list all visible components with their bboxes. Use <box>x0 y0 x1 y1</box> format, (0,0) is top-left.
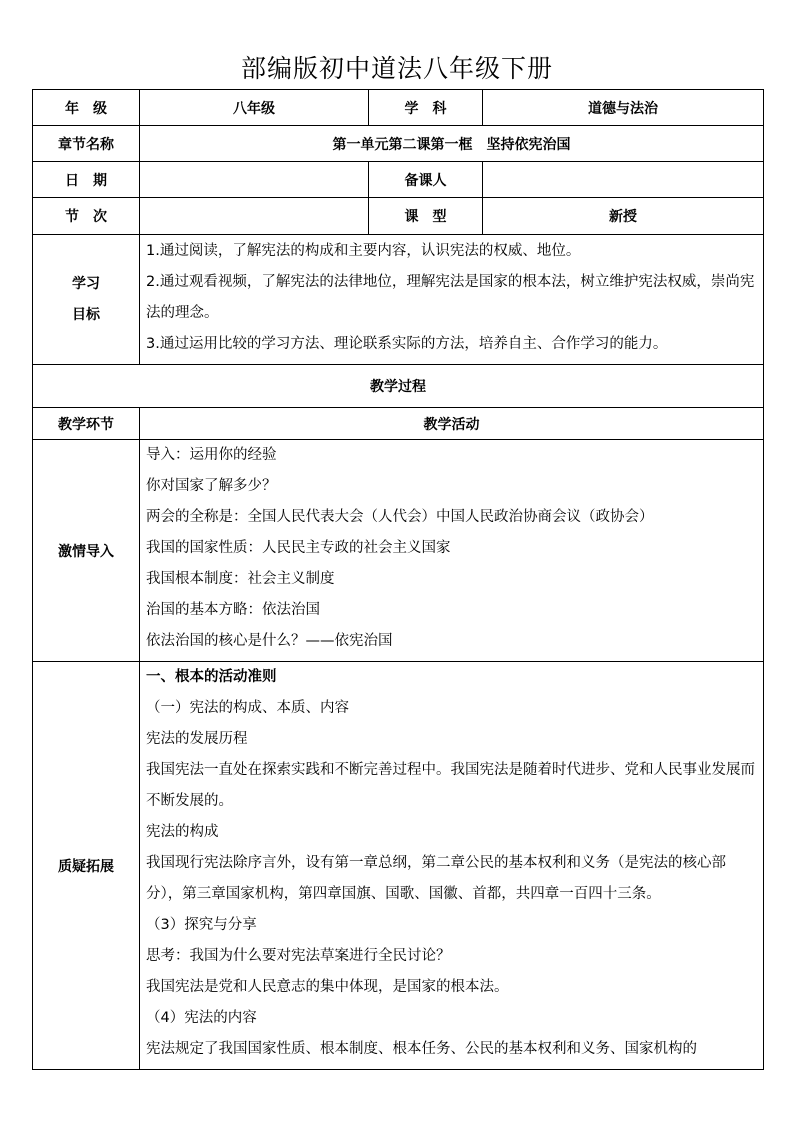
activity-line: 宪法规定了我国国家性质、根本制度、根本任务、公民的基本权利和义务、国家机构的 <box>146 1041 697 1057</box>
activity-column-header: 教学活动 <box>140 408 764 440</box>
date-value <box>140 162 369 198</box>
activity-line: 两会的全称是：全国人民代表大会（人代会）中国人民政治协商会议（政协会） <box>146 509 654 525</box>
activity-line: 我国的国家性质：人民民主专政的社会主义国家 <box>146 540 451 556</box>
goals-label-line1: 学习 <box>72 275 100 292</box>
goals-label <box>33 235 140 365</box>
preparer-value <box>483 162 764 198</box>
activity-line: （3）探究与分享 <box>146 917 257 933</box>
preparer-label: 备课人 <box>369 162 483 198</box>
subject-label: 学 科 <box>369 90 483 126</box>
stage-column-header: 教学环节 <box>33 408 140 440</box>
goals-label-line2: 目标 <box>72 306 100 323</box>
goal-item: 2.通过观看视频，了解宪法的法律地位，理解宪法是国家的根本法，树立维护宪法权威，崇尚宪法的理念。 <box>146 274 755 321</box>
date-label: 日 期 <box>33 162 140 198</box>
activity-line: 思考：我国为什么要对宪法草案进行全民讨论？ <box>146 948 451 964</box>
lesson-plan-table <box>32 89 764 1070</box>
stage-inquiry-row <box>33 662 764 1070</box>
activity-line: 我国根本制度：社会主义制度 <box>146 571 335 587</box>
activity-line: 依法治国的核心是什么？——依宪治国 <box>146 633 393 649</box>
goals-row <box>33 235 764 365</box>
period-label: 节 次 <box>33 198 140 235</box>
page-title: 部编版初中道法八年级下册 <box>240 54 553 83</box>
section-heading: 一、根本的活动准则 <box>146 669 277 685</box>
activity-line: 治国的基本方略：依法治国 <box>146 602 320 618</box>
grade-row <box>33 90 764 126</box>
process-heading: 教学过程 <box>33 365 764 408</box>
goals-content <box>140 235 764 365</box>
goal-item: 3.通过运用比较的学习方法、理论联系实际的方法，培养自主、合作学习的能力。 <box>146 336 668 352</box>
type-value: 新授 <box>483 198 764 235</box>
activity-line: 宪法的构成 <box>146 824 219 840</box>
stage-intro-row <box>33 440 764 662</box>
type-label: 课 型 <box>369 198 483 235</box>
activity-line: （4）宪法的内容 <box>146 1010 257 1026</box>
chapter-label: 章节名称 <box>33 126 140 162</box>
goal-item: 1.通过阅读，了解宪法的构成和主要内容，认识宪法的权威、地位。 <box>146 243 581 259</box>
stage-intro-label: 激情导入 <box>33 440 140 662</box>
activity-line: 我国宪法是党和人民意志的集中体现，是国家的根本法。 <box>146 979 509 995</box>
activity-line: 宪法的发展历程 <box>146 731 248 747</box>
activity-line: 你对国家了解多少？ <box>146 478 277 494</box>
process-columns-row <box>33 408 764 440</box>
period-value <box>140 198 369 235</box>
stage-inquiry-label: 质疑拓展 <box>33 662 140 1070</box>
activity-line: 导入：运用你的经验 <box>146 447 277 463</box>
chapter-row <box>33 126 764 162</box>
period-row <box>33 198 764 235</box>
stage-intro-content <box>140 440 764 662</box>
activity-line: （一）宪法的构成、本质、内容 <box>146 700 349 716</box>
activity-line: 我国宪法一直处在探索实践和不断完善过程中。我国宪法是随着时代进步、党和人民事业发展而不断发展的。 <box>146 762 755 809</box>
chapter-value: 第一单元第二课第一框 坚持依宪治国 <box>140 126 764 162</box>
stage-inquiry-content <box>140 662 764 1070</box>
grade-value: 八年级 <box>140 90 369 126</box>
date-row <box>33 162 764 198</box>
grade-label: 年 级 <box>33 90 140 126</box>
process-heading-row <box>33 365 764 408</box>
activity-line: 我国现行宪法除序言外，设有第一章总纲，第二章公民的基本权利和义务（是宪法的核心部分），第三章国家机构，第四章国旗、国歌、国徽、首都，共四章一百四十三条。 <box>146 855 726 902</box>
subject-value: 道德与法治 <box>483 90 764 126</box>
